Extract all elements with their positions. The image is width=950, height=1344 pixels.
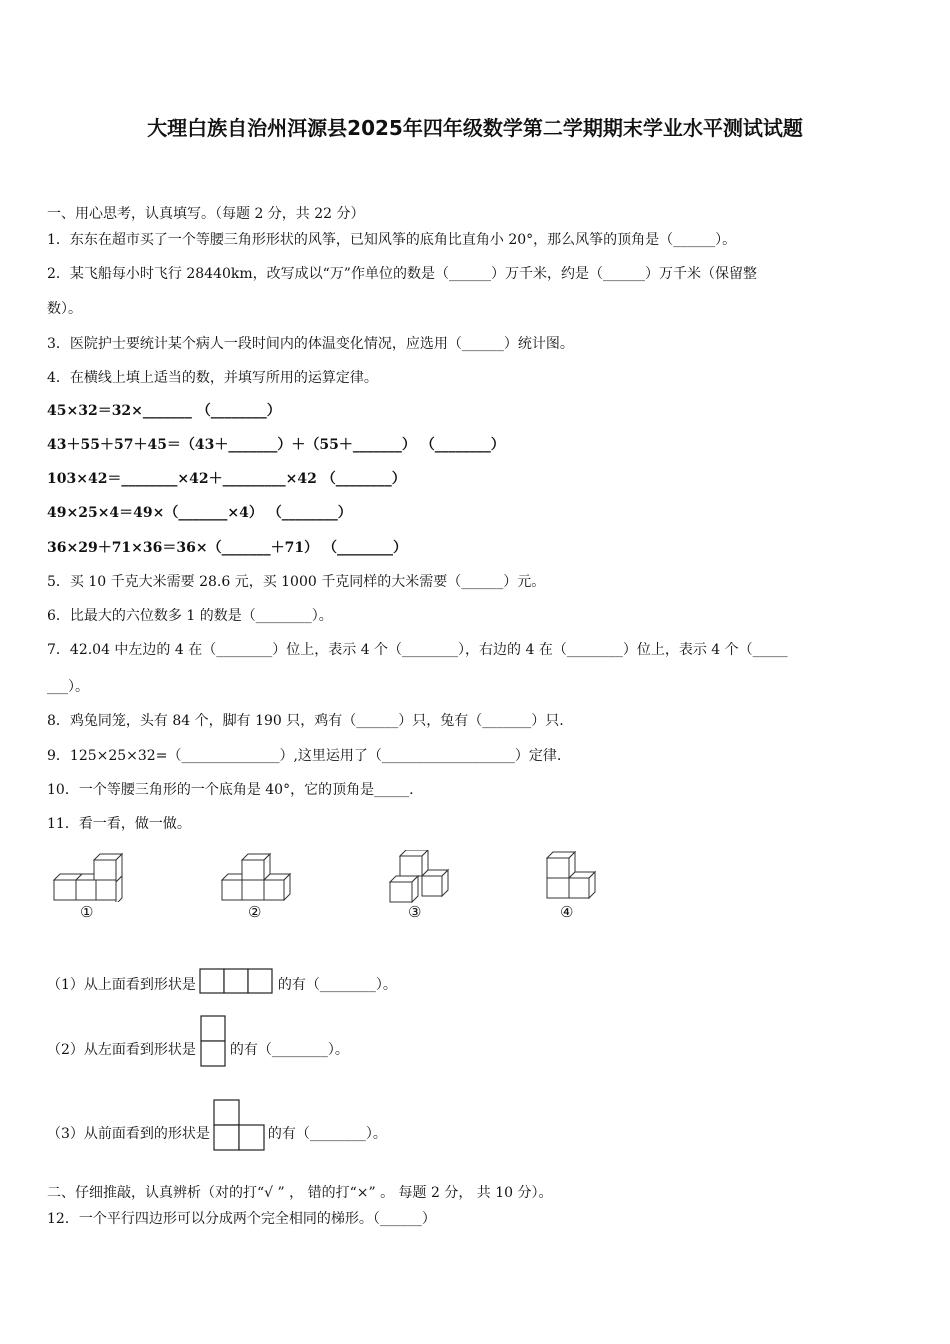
page-title: 大理白族自治州洱源县2025年四年级数学第二学期期末学业水平测试试题 <box>147 116 803 140</box>
question-4-item-3: 103×42＝________×42＋_________×42 （________） <box>47 471 406 487</box>
cube-figure-2 <box>220 850 300 902</box>
question-7-line-2: ___）。 <box>47 679 89 695</box>
front-view-shape <box>212 1098 266 1152</box>
question-10: 10．一个等腰三角形的一个底角是 40°，它的顶角是_____. <box>47 782 414 798</box>
part-3-suffix: 的有（________）。 <box>267 1126 387 1142</box>
cube-figures <box>0 850 950 925</box>
question-11-part-2 <box>47 1014 349 1068</box>
question-4-item-2: 43＋55＋57＋45＝（43＋_______）＋（55＋_______） （________） <box>47 437 505 453</box>
part-1-suffix: 的有（________）。 <box>277 977 397 993</box>
question-12: 12．一个平行四边形可以分成两个完全相同的梯形。（______） <box>47 1211 436 1227</box>
cube-figure-4 <box>545 850 605 902</box>
question-2-line-1: 2．某飞船每小时飞行 28440km，改写成以“万”作单位的数是（______）万千米，约是（______）万千米（保留整 <box>47 266 757 282</box>
question-1: 1．东东在超市买了一个等腰三角形形状的风筝，已知风筝的底角比直角小 20°，那么风筝的顶角是（______）。 <box>47 232 737 248</box>
section-2-header: 二、仔细推敲，认真辨析（对的打“√ ” ， 错的打“×” 。 每题 2 分， 共 10 分）。 <box>47 1185 553 1201</box>
part-1-prefix: （1）从上面看到形状是 <box>47 977 196 993</box>
question-11-part-3 <box>47 1098 387 1152</box>
question-7-line-1: 7．42.04 中左边的 4 在（________）位上，表示 4 个（________），右边的 4 在（________）位上，表示 4 个（_____ <box>47 642 788 658</box>
question-4-item-1: 45×32＝32×_______ （________） <box>47 403 281 419</box>
question-4: 4．在横线上填上适当的数，并填写所用的运算定律。 <box>47 370 378 386</box>
question-11: 11．看一看，做一做。 <box>47 816 191 832</box>
part-2-prefix: （2）从左面看到形状是 <box>47 1042 196 1058</box>
part-2-suffix: 的有（________）。 <box>229 1042 349 1058</box>
figure-label-2: ② <box>248 903 262 921</box>
figure-label-1: ① <box>80 903 94 921</box>
section-1-header: 一、用心思考，认真填写。（每题 2 分，共 22 分） <box>47 206 365 222</box>
question-11-part-1 <box>47 967 397 995</box>
figure-label-4: ④ <box>560 903 574 921</box>
question-8: 8．鸡兔同笼，头有 84 个，脚有 190 只，鸡有（______）只，兔有（_______）只. <box>47 713 564 729</box>
left-view-shape <box>198 1014 228 1068</box>
cube-figure-3 <box>388 850 458 905</box>
figure-label-3: ③ <box>408 903 422 921</box>
question-6: 6．比最大的六位数多 1 的数是（________）。 <box>47 608 333 624</box>
question-3: 3．医院护士要统计某个病人一段时间内的体温变化情况，应选用（______）统计图。 <box>47 336 574 352</box>
question-4-item-5: 36×29＋71×36＝36×（_______＋71） （________） <box>47 540 407 556</box>
part-3-prefix: （3）从前面看到的形状是 <box>47 1126 210 1142</box>
question-4-item-4: 49×25×4＝49×（_______×4） （________） <box>47 505 352 521</box>
question-5: 5．买 10 千克大米需要 28.6 元，买 1000 千克同样的大米需要（______）元。 <box>47 574 546 590</box>
question-9: 9．125×25×32=（______________）,这里运用了（___________________）定律. <box>47 748 562 764</box>
question-2-line-2: 数）。 <box>47 301 82 317</box>
cube-figure-1 <box>52 850 132 902</box>
top-view-shape <box>198 967 276 995</box>
